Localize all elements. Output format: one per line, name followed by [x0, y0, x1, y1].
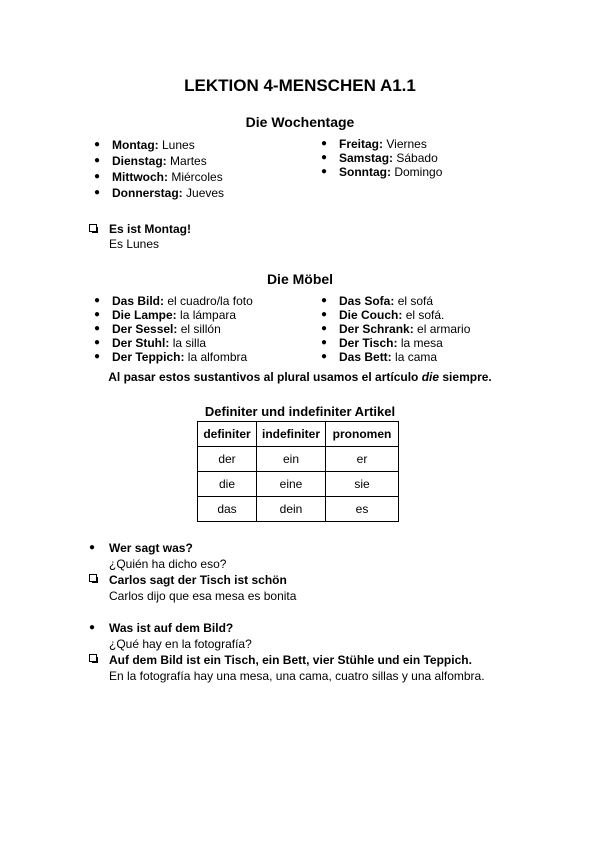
plural-note: Al pasar estos sustantivos al plural usamos el artículo die siempre. — [108, 370, 492, 384]
list-item: ● Der Tisch: la mesa — [321, 336, 443, 350]
table-cell: dein — [257, 497, 326, 522]
furniture-left-list — [94, 294, 253, 364]
list-item: ● Der Schrank: el armario — [321, 322, 471, 336]
page-title: LEKTION 4-MENSCHEN A1.1 — [184, 76, 416, 95]
table-cell: es — [326, 497, 399, 522]
table-header-cell: indefiniter — [257, 422, 326, 447]
weekdays-left-list — [94, 137, 225, 201]
table-row — [198, 447, 399, 472]
list-item: ● Das Bild: el cuadro/la foto — [94, 294, 253, 308]
list-item: ● Die Couch: el sofá. — [321, 308, 445, 322]
list-item: ● Das Bett: la cama — [321, 350, 438, 364]
example-de: Es ist Montag! — [109, 222, 192, 236]
list-item: ● Dienstag: Martes — [94, 154, 207, 168]
dialog-block-1 — [89, 540, 297, 604]
list-item: ● Der Teppich: la alfombra — [94, 350, 248, 364]
table-row — [198, 472, 399, 497]
table-cell: das — [198, 497, 257, 522]
list-item: ● Freitag: Viernes — [321, 137, 427, 151]
checkbox-icon — [89, 654, 97, 662]
answer-es: Carlos dijo que esa mesa es bonita — [109, 589, 297, 603]
list-item: ● Sonntag: Domingo — [321, 165, 443, 179]
list-item: ● Das Sofa: el sofá — [321, 294, 434, 308]
example-block — [109, 222, 191, 252]
table-cell: sie — [326, 472, 399, 497]
table-cell: er — [326, 447, 399, 472]
table-cell: ein — [257, 447, 326, 472]
table-cell: die — [198, 472, 257, 497]
dialog-block-2 — [89, 620, 485, 684]
table-cell: der — [198, 447, 257, 472]
bullet-icon: ● — [89, 622, 96, 633]
articles-table — [197, 421, 399, 522]
table-header-cell: definiter — [198, 422, 257, 447]
answer-de: Carlos sagt der Tisch ist schön — [109, 573, 287, 587]
list-item: ● Der Sessel: el sillón — [94, 322, 221, 336]
furniture-heading: Die Möbel — [266, 271, 334, 287]
question-es: ¿Qué hay en la fotografía? — [109, 637, 252, 651]
example-es: Es Lunes — [109, 237, 160, 251]
checkbox-icon — [89, 574, 97, 582]
checkbox-icon — [89, 224, 97, 232]
list-item: ● Mittwoch: Miércoles — [94, 170, 223, 184]
list-item: ● Die Lampe: la lámpara — [94, 308, 237, 322]
table-header-row — [198, 422, 399, 447]
answer-es: En la fotografía hay una mesa, una cama, cuatro sillas y una alfombra. — [109, 669, 485, 683]
answer-de: Auf dem Bild ist ein Tisch, ein Bett, vier Stühle und ein Teppich. — [109, 653, 472, 667]
question-de: Wer sagt was? — [109, 541, 193, 555]
table-cell: eine — [257, 472, 326, 497]
list-item: ● Donnerstag: Jueves — [94, 186, 225, 200]
table-header-cell: pronomen — [326, 422, 399, 447]
table-row — [198, 497, 399, 522]
list-item: ● Der Stuhl: la silla — [94, 336, 207, 350]
weekdays-heading: Die Wochentage — [245, 114, 355, 130]
list-item: ● Samstag: Sábado — [321, 151, 438, 165]
list-item: ● Montag: Lunes — [94, 138, 195, 152]
bullet-icon: ● — [89, 542, 96, 553]
furniture-right-list — [321, 294, 471, 364]
question-es: ¿Quién ha dicho eso? — [109, 557, 227, 571]
articles-heading: Definiter und indefiniter Artikel — [204, 404, 396, 419]
weekdays-right-list — [321, 137, 443, 179]
question-de: Was ist auf dem Bild? — [109, 621, 234, 635]
